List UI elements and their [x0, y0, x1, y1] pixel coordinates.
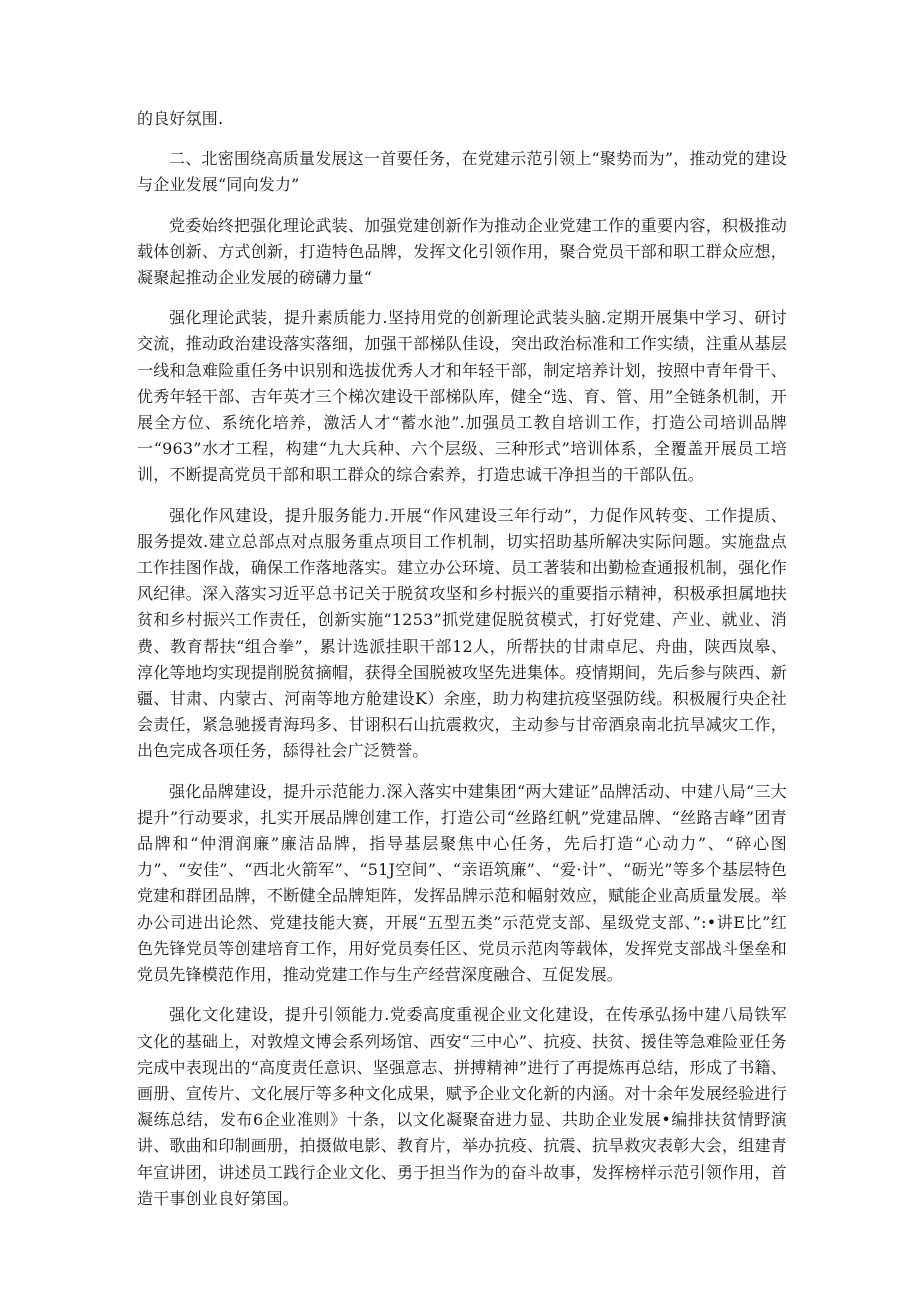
- paragraph-culture: 强化文化建设，提升引领能力.党委高度重视企业文化建设，在传承弘扬中建八局铁军文化的基础上，对敦煌文博会系列场馆、西安“三中心”、抗疫、扶贫、援佳等急难险亚任务完成中表现出的“高度责任意识、坚强意志、拼搏精神”进行了再提炼再总结，形成了书籍、画册、宣传片、文化展厅等多种文化成果，赋予企业文化新的内涵。对十余年发展经验进行凝练总结，发布6企业准则》十条，以文化凝聚奋进力显、共助企业发展•编排扶贫情野演讲、歌曲和印制画册，拍摄做电影、教育片，举办抗疫、抗震、抗旱救灾表彰大会，组建青年宣讲团，讲述员工践行企业文化、勇于担当作为的奋斗故事，发挥榜样示范引领作用，首造干事创业良好第国。: [137, 1005, 787, 1208]
- document-body: [137, 106, 787, 1226]
- paragraph-intro: 党委始终把强化理论武装、加强党建创新作为推动企业党建工作的重要内容，积极推动载体创新、方式创新，打造特色品牌，发挥文化引领作用，聚合党员干部和职工群众应想，凝聚起推动企业发展的磅礴力量“: [137, 215, 787, 288]
- section-heading: 二、北密围绕高质量发展这一首要任务，在党建示范引领上“聚势而为”，推动党的建设与企业发展“同向发力”: [137, 149, 787, 195]
- paragraph-brand: 强化品牌建设，提升示范能力.深入落实中建集团“两大建证”品牌活动、中建八局“三大提升”行动要求，扎实开展品牌创建工作，打造公司“丝路红帆”党建品牌、“丝路吉峰”团青品牌和“仲渭润廉”廉洁品牌，指导基层聚焦中心任务，先后打造“心动力”、“碎心图力”、“安佳”、“西北火箭军”、“51J空间”、“亲语筑廉”、“爱·计”、“砺光”等多个基层特色党建和群团品牌，不断健全品牌矩阵，发挥品牌示范和幅射效应，赋能企业高质量发展。举办公司进出论然、党建技能大赛，开展“五型五类”示范党支部、星级党支部、”:•讲E比”红色先锋党员等创建培育工作，用好党员奏任区、党员示范肉等载体，发挥党支部战斗堡垒和党员先锋模范作用，推动党建工作与生产经营深度融合、互促发展。: [137, 781, 787, 985]
- paragraph-continuation: 的良好氛围.: [137, 109, 224, 128]
- paragraph-style: 强化作风建设，提升服务能力.开展“作风建设三年行动”，力促作风转变、工作提质、服务提效.建立总部点对点服务重点项目工作机制，切实招助基所解决实际问题。实施盘点工作挂图作战，确保工作落地落实。建立办公环境、员工著装和出勤检查通报机制，强化作风纪律。深入落实习近平总书记关于脱贫攻坚和乡村振兴的重要指示精神，积极承担属地扶贫和乡村振兴工作责任，创新实施“1253”抓党建促脱贫模式，打好党建、产业、就业、消费、教育帮扶“组合拳”，累计选派挂职干部12人，所帮扶的甘肃卓尼、舟曲，陕西岚皋、淳化等地均实现提削脱贫摘帽，获得全国脱被攻坚先进集体。疫情期间，先后参与陕西、新疆、甘肃、内蒙古、河南等地方舱建设K）余座，助力构建抗疫坚强防线。积极履行央企社会责任，紧急驰援青海玛多、甘诩积石山抗震救灾，主动参与甘帝酒泉南北抗旱减灾工作，出色完成各项任务，舔得社会广泛赞誉。: [137, 505, 787, 761]
- paragraph-theory: 强化理论武装，提升素质能力.坚持用党的创新理论武装头脑.定期开展集中学习、研讨交流，推动政治建设落实落细，加强干部梯队佳设，突出政治标准和工作实绩，注重从基层一线和急难险重任务中识别和选拔优秀人才和年轻干部，制定培养计划，按照中青年骨干、优秀年轻干部、吉年英才三个梯次建设干部梯队库，健全“选、育、管、用”全链条机制，开展全方位、系统化培养，激活人才“蓄水池”.加强员工教自培训工作，打造公司培训品牌一“963”水才工程，构建“九大兵种、六个层级、三种形式”培训体系，全覆盖开展员工培训，不断提高党员干部和职工群众的综合索养，打造忠诚干净担当的干部队伍。: [137, 308, 787, 485]
